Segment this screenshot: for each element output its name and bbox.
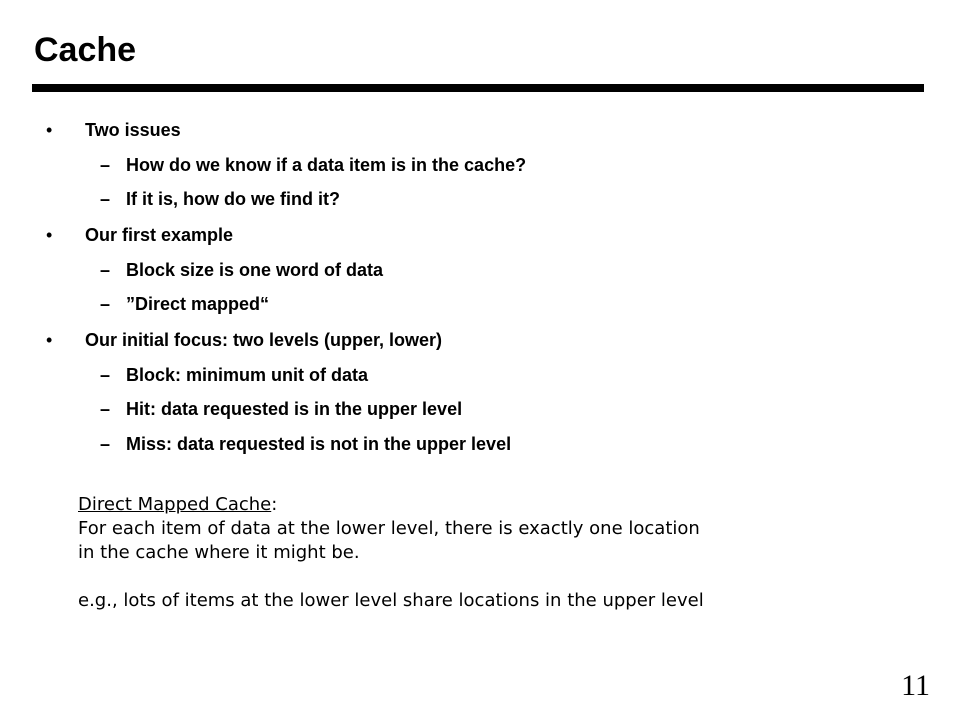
note-line-2: in the cache where it might be. <box>78 542 360 563</box>
slide-title: Cache <box>34 31 137 69</box>
sub-bullet-text: ”Direct mapped“ <box>126 294 270 314</box>
bullet-text: Our first example <box>85 225 234 245</box>
dash-marker: – <box>100 399 111 419</box>
dash-marker: – <box>100 365 111 385</box>
dash-marker: – <box>100 294 111 314</box>
bullet-text: Our initial focus: two levels (upper, lower) <box>85 330 443 350</box>
dash-marker: – <box>100 260 111 280</box>
dash-marker: – <box>100 189 111 209</box>
dash-marker: – <box>100 155 111 175</box>
sub-bullet-text: Miss: data requested is not in the upper level <box>126 434 512 454</box>
sub-bullet-text: If it is, how do we find it? <box>126 189 340 209</box>
dash-marker: – <box>100 434 111 454</box>
bullet-text: Two issues <box>85 120 181 140</box>
note-line-1: For each item of data at the lower level, there is exactly one location <box>78 518 700 539</box>
sub-bullet-text: How do we know if a data item is in the cache? <box>126 155 527 175</box>
note-heading: Direct Mapped Cache <box>78 494 272 515</box>
sub-bullet-text: Block size is one word of data <box>126 260 384 280</box>
note-line-3: e.g., lots of items at the lower level share locations in the upper level <box>78 590 704 611</box>
title-divider <box>32 84 924 92</box>
bullet-marker: • <box>46 330 53 350</box>
sub-bullet-text: Hit: data requested is in the upper level <box>126 399 463 419</box>
page-number: 11 <box>901 669 930 702</box>
note-heading-colon: : <box>271 494 278 515</box>
sub-bullet-text: Block: minimum unit of data <box>126 365 369 385</box>
note-spacer <box>78 565 838 589</box>
direct-mapped-note <box>78 493 838 613</box>
bullet-marker: • <box>46 225 53 245</box>
bullet-marker: • <box>46 120 53 140</box>
note-heading-line <box>78 493 838 517</box>
